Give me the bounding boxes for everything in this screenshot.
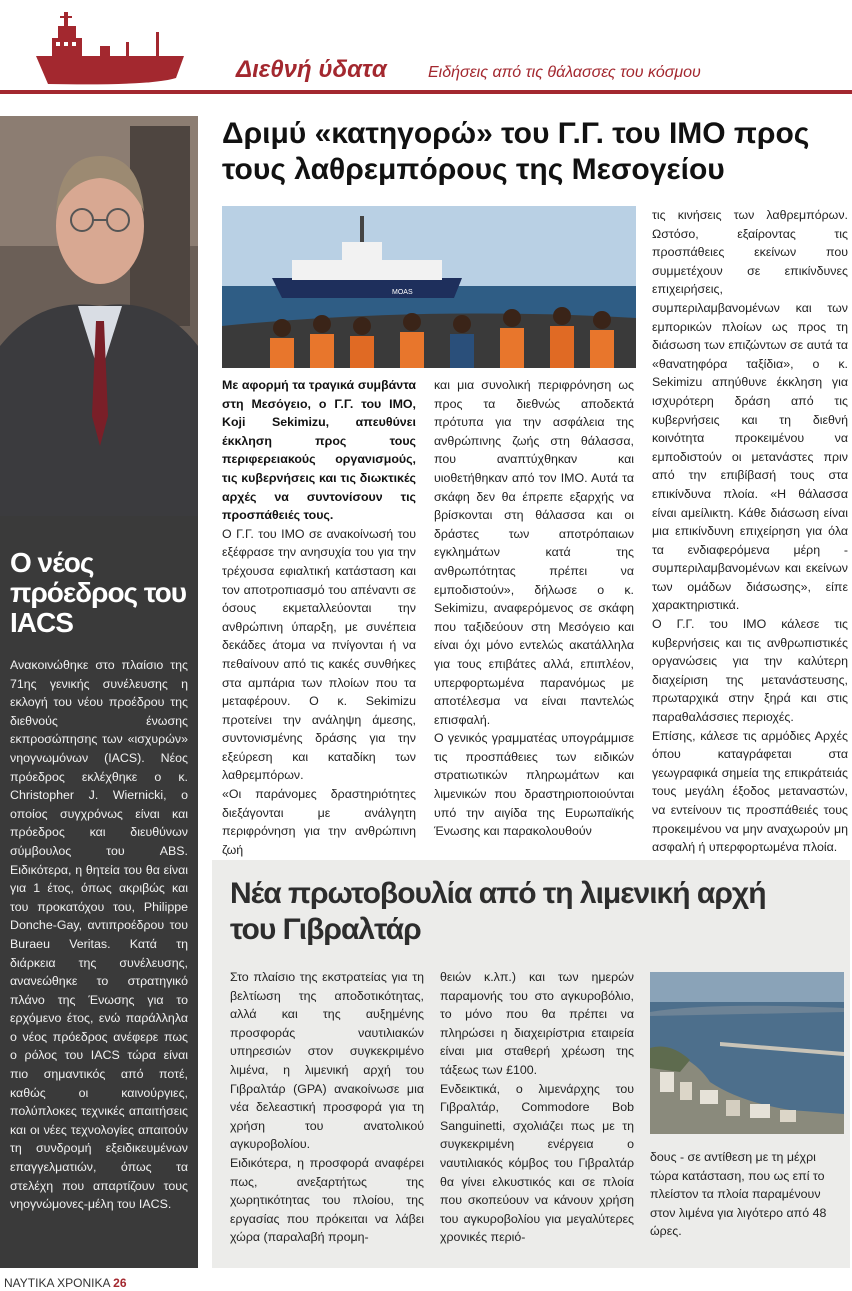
main-article-column-1: [222, 376, 416, 859]
article-paragraph: τις κινήσεις των λαθρεμπόρων. Ωστόσο, εξαίροντας τις προσπάθειες εκείνων που συμμετέχουν σε επικίνδυνες επιχειρήσεις, συμπεριλαμβανομένων και των εμπορικών πλοίων ως προς τη διάσωση των επιζώντων σε αυτά τα «θανατηφόρα ταξίδια», ο κ. Sekimizu απηύθυνε έκκληση για ισχυρότερη δράση από τις κυβερνήσεις και τη διεθνή κοινότητα προκειμένου να εμποδιστούν οι μετανάστες πριν από την επιβίβασή τους στα επικίνδυνα πλοία. «Η θάλασσα είναι αμείλικτη. Κάθε διάσωση είναι μια επικίνδυνη επιχείρηση για όλα τα ενδιαφερόμενα μέρη - συμπεριλαμβανομένων και εκείνων των ομάδων διάσωσης», είπε χαρακτηριστικά.: [652, 208, 848, 613]
article-paragraph: Ειδικότερα, η προσφορά αναφέρει πως, ανεξαρτήτως της χωρητικότητας του πλοίου, της εργασίας που πρόκειται να λάβει χώρα (παραλαβή προμη-: [230, 1155, 424, 1245]
sidebar-heading: Ο νέος πρόεδρος του IACS: [10, 547, 187, 638]
page-footer: [4, 1276, 127, 1290]
main-article-column-2: [434, 376, 634, 841]
box-article-column-3: [650, 1148, 846, 1241]
box-headline: Νέα πρωτοβουλία από τη λιμενική αρχή του Γιβραλτάρ: [230, 877, 766, 946]
article-paragraph: «Οι παράνομες δραστηριότητες διεξάγονται με ανάλγητη περιφρόνηση για την ανθρώπινη ζωή: [222, 787, 416, 857]
main-headline: Δριμύ «κατηγορώ» του Γ.Γ. του ΙΜΟ προς τους λαθρεμπόρους της Μεσογείου: [222, 117, 810, 186]
magazine-name: ΝΑΥΤΙΚΑ ΧΡΟΝΙΚΑ: [4, 1276, 110, 1290]
section-subtitle: Ειδήσεις από τις θάλασσες του κόσμου: [428, 64, 701, 81]
article-lead: Με αφορμή τα τραγικά συμβάντα στη Μεσόγειο, ο Γ.Γ. του ΙΜΟ, Koji Sekimizu, απευθύνει έκκληση προς τους περιφερειακούς οργανισμούς, τις κυβερνήσεις και τις διωκτικές αρχές να συντονίσουν τις προσπάθειές τους.: [222, 378, 416, 523]
article-paragraph: Ο Γ.Γ. του ΙΜΟ σε ανακοίνωσή του εξέφρασε την ανησυχία του για την τρέχουσα εφιαλτική κατάσταση και τον αποτροπιασμό του απέναντι σε όσους εκμεταλλεύονται την ανθρώπινη ύπαρξη, με συνέπεια δεκάδες άτομα να πνίγονται ή να πεθαίνουν από τις κακές συνθήκες στα αμπάρια των πλοίων που τα μεταφέρουν. Ο κ. Sekimizu προτείνει την ανάληψη άμεσης, συντονισμένης δράσης για την εξεύρεση και καταδίκη των λαθρεμπόρων.: [222, 526, 416, 783]
header-rule: [0, 90, 852, 94]
article-paragraph: Επίσης, κάλεσε τις αρμόδιες Αρχές όπου καταγράφεται στα γεωγραφικά σημεία της επικράτειάς τους μεγάλη έξοδος μεταναστών, να εντείνουν τις προσπάθειές τους προκειμένου να μην αναχωρούν μη ασφαλή ή υπερφορτωμένα πλοία.: [652, 728, 848, 855]
article-paragraph: και μια συνολική περιφρόνηση ως προς τα διεθνώς αποδεκτά πρότυπα για την ασφάλεια της ανθρώπινης ζωής στη θάλασσα, που αναπτύχθηκαν και υιοθετήθηκαν από τον ΙΜΟ. Αυτά τα σκάφη δεν θα έπρεπε εξαρχής να βρίσκονται στη θάλασσα και οι δράστες των αποτρόπαιων εγκλημάτων κατά της ανθρωπότητας πρέπει να εμποδιστούν», δήλωσε ο κ. Sekimizu, αναφερόμενος σε σκάφη που ταξιδεύουν στη Μεσόγειο και είναι όχι μόνο εντελώς ακατάλληλα για τους επιβάτες αλλά, επιπλέον, υπερφορτωμένα παρανόμως με αποτέλεσμα να είναι παντελώς επισφαλή.: [434, 378, 634, 727]
box-article-column-1: [230, 968, 424, 1247]
migrant-boat-photo: [222, 206, 636, 368]
box-article-column-2: [440, 968, 634, 1247]
article-paragraph: Ο γενικός γραμματέας υπογράμμισε τις προσπάθειες των ειδικών στρατιωτικών πληρωμάτων και λιμενικών που δραστηριοποιούνται υπό την αιγίδα της Ευρωπαϊκής Ένωσης και παρακολουθούν: [434, 731, 634, 839]
page-number: 26: [113, 1276, 127, 1290]
article-paragraph: Ο Γ.Γ. του ΙΜΟ κάλεσε τις κυβερνήσεις και τις ανθρωπιστικές οργανώσεις για την καλύτερη διαχείριση της μετανάστευσης, πρωταρχικά στην ξηρά και στις παραθαλάσσιες περιοχές.: [652, 617, 848, 725]
portrait-photo: [0, 116, 198, 516]
article-paragraph: Ενδεικτικά, ο λιμενάρχης του Γιβραλτάρ, Commodore Bob Sanguinetti, σχολιάζει πως με τη συγκεκριμένη ενέργεια ο ναυτιλιακός κόμβος του Γιβραλτάρ θα γίνει ελκυστικός και σε πλοία που σκοπεύουν να κάνουν χρήση του αγκυροβολίου για μεγαλύτερες χρονικές περιό-: [440, 1081, 634, 1245]
article-paragraph: θειών κ.λπ.) και των ημερών παραμονής του στο αγκυροβόλιο, το μόνο που θα πρέπει να πληρώσει η διαχειρίστρια εταιρεία είναι μια σταθερή χρέωση της τάξεως των £100.: [440, 970, 634, 1077]
article-paragraph: δους - σε αντίθεση με τη μέχρι τώρα κατάσταση, που ως επί το πλείστον τα πλοία παραμένουν στον λιμένα για λιγότερο από 48 ώρες.: [650, 1150, 827, 1239]
section-title: Διεθνή ύδατα: [236, 56, 387, 83]
vessel-mark: MOAS: [392, 289, 413, 296]
article-paragraph: Στο πλαίσιο της εκστρατείας για τη βελτίωση της αποδοτικότητας, αλλά και της αυξημένης προσφοράς ναυτιλιακών υπηρεσιών στον συγκεκριμένο λιμένα, η λιμενική αρχή του Γιβραλτάρ (GPA) ανακοίνωσε μια νέα δελεαστική προσφορά για τη χρήση του ανατολικού αγκυροβολίου.: [230, 970, 424, 1152]
main-article-column-3: [652, 206, 848, 857]
sidebar-body: Ανακοινώθηκε στο πλαίσιο της 71ης γενικής συνέλευσης η εκλογή του νέου προέδρου της διεθνούς ένωσης εκπροσώπησης των «ισχυρών» νηογνωμόνων (IACS). Νέος πρόεδρος εκλέχθηκε ο κ. Christopher J. Wiernicki, ο οποίος συγχρόνως είναι και πρόεδρος και διευθύνων σύμβουλος του ABS. Ειδικότερα, η θητεία του θα είναι για 1 έτος, όπως ακριβώς και του προκατόχου του, Philippe Donche-Gay, αντιπροέδρου του Buraeu Veritas. Κατά τη διάρκεια της συνέλευσης, ανανεώθηκε το στρατηγικό πλάνο της Ένωσης για το ερχόμενο έτος, ενώ παράλληλα ο νέος πρόεδρος ανέφερε πως ο ρόλος του IACS τώρα είναι πιο σημαντικός από ποτέ, καθώς οι καινούργιες, πολύπλοκες τεχνικές απαιτήσεις και οι νέες τεχνολογίες απαιτούν τη συνδρομή εξειδικευμένων επαγγελματιών, όπως τα στελέχη που απαρτίζουν τους νηογνώμονες-μέλη του IACS.: [10, 658, 188, 1212]
ship-logo: [30, 6, 190, 90]
sidebar-panel: [0, 116, 198, 1268]
gibraltar-harbor-photo: [650, 972, 844, 1134]
